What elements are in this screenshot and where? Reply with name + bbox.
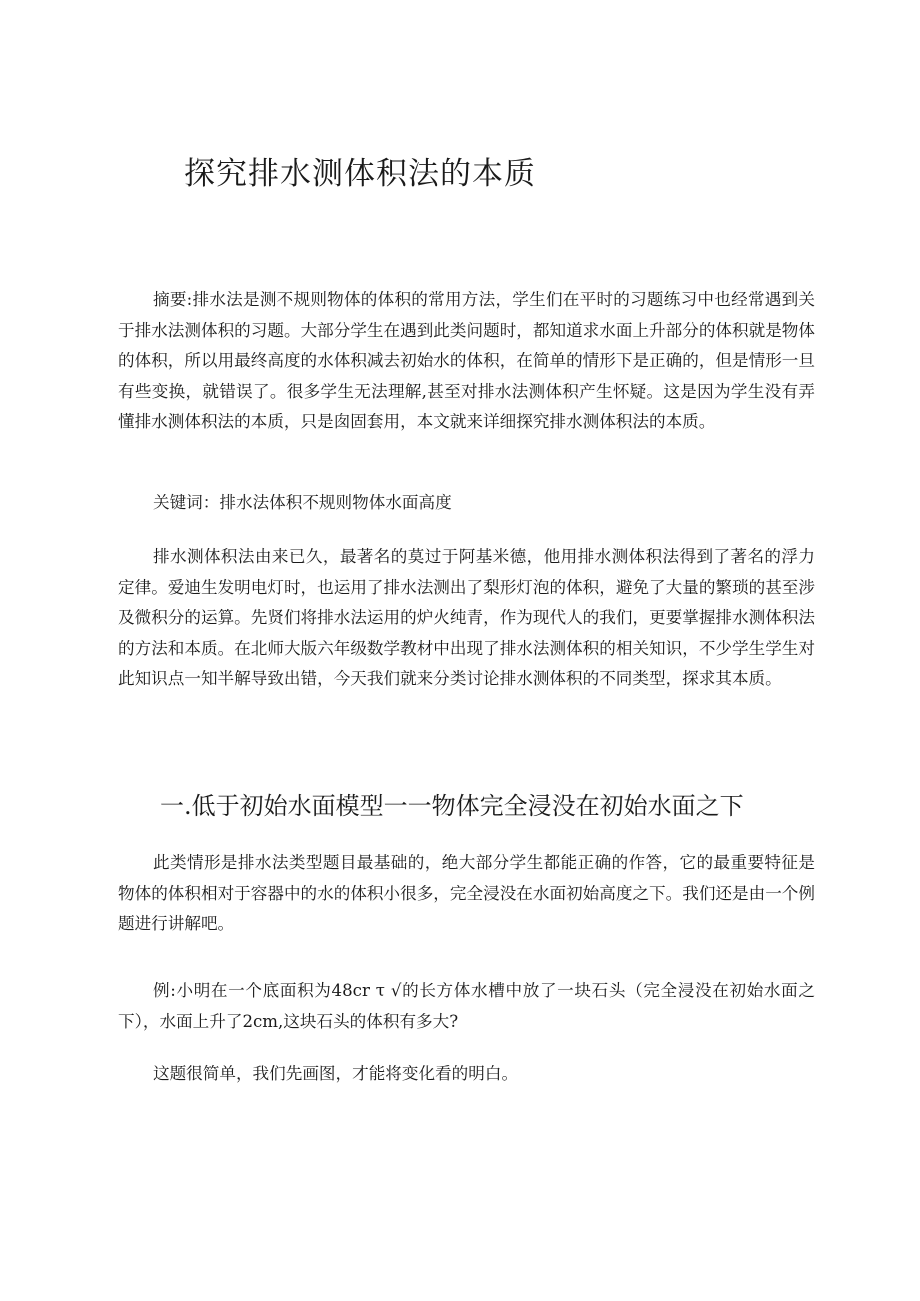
section-body-paragraph: 此类情形是排水法类型题目最基础的，绝大部分学生都能正确的作答，它的最重要特征是物体的体积相对于容器中的水的体积小很多，完全浸没在水面初始高度之下。我们还是由一个例题进行讲解吧。: [118, 853, 815, 933]
keywords-paragraph: [118, 488, 815, 519]
section-heading: 一.低于初始水面模型一一物体完全浸没在初始水面之下: [160, 792, 744, 820]
document-title: 探究排水测体积法的本质: [184, 156, 536, 192]
closing-paragraph: 这题很简单，我们先画图，才能将变化看的明白。: [153, 1064, 519, 1083]
intro-paragraph: 排水测体积法由来已久，最著名的莫过于阿基米德，他用排水测体积法得到了著名的浮力定律。爱迪生发明电灯时，也运用了排水法测出了梨形灯泡的体积，避免了大量的繁琐的甚至涉及微积分的运算。先贤们将排水法运用的炉火纯青，作为现代人的我们，更要掌握排水测体积法的方法和本质。在北师大版六年级数学教材中出现了排水法测体积的相关知识，不少学生学生对此知识点一知半解导致出错，今天我们就来分类讨论排水测体积的不同类型，探求其本质。: [118, 547, 815, 688]
example-label: 例:: [153, 981, 176, 1000]
abstract-paragraph: [118, 285, 815, 438]
abstract-text: 排水法是测不规则物体的体积的常用方法，学生们在平时的习题练习中也经常遇到关于排水法测体积的习题。大部分学生在遇到此类问题时，都知道求水面上升部分的体积就是物体的体积，所以用最终高度的水体积减去初始水的体积，在简单的情形下是正确的，但是情形一旦有些变换，就错误了。很多学生无法理解,甚至对排水法测体积产生怀疑。这是因为学生没有弄懂排水测体积法的本质，只是囱固套用，本文就来详细探究排水测体积法的本质。: [118, 290, 816, 431]
example-text: 小明在一个底面积为48cr τ √的长方体水槽中放了一块石头（完全浸没在初始水面之下），水面上升了2cm,这块石头的体积有多大?: [118, 981, 815, 1031]
keywords-label: 关键词：: [153, 493, 220, 512]
example-paragraph: [118, 976, 815, 1037]
keywords-text: 排水法体积不规则物体水面高度: [219, 493, 452, 512]
abstract-label: 摘要:: [153, 290, 193, 309]
